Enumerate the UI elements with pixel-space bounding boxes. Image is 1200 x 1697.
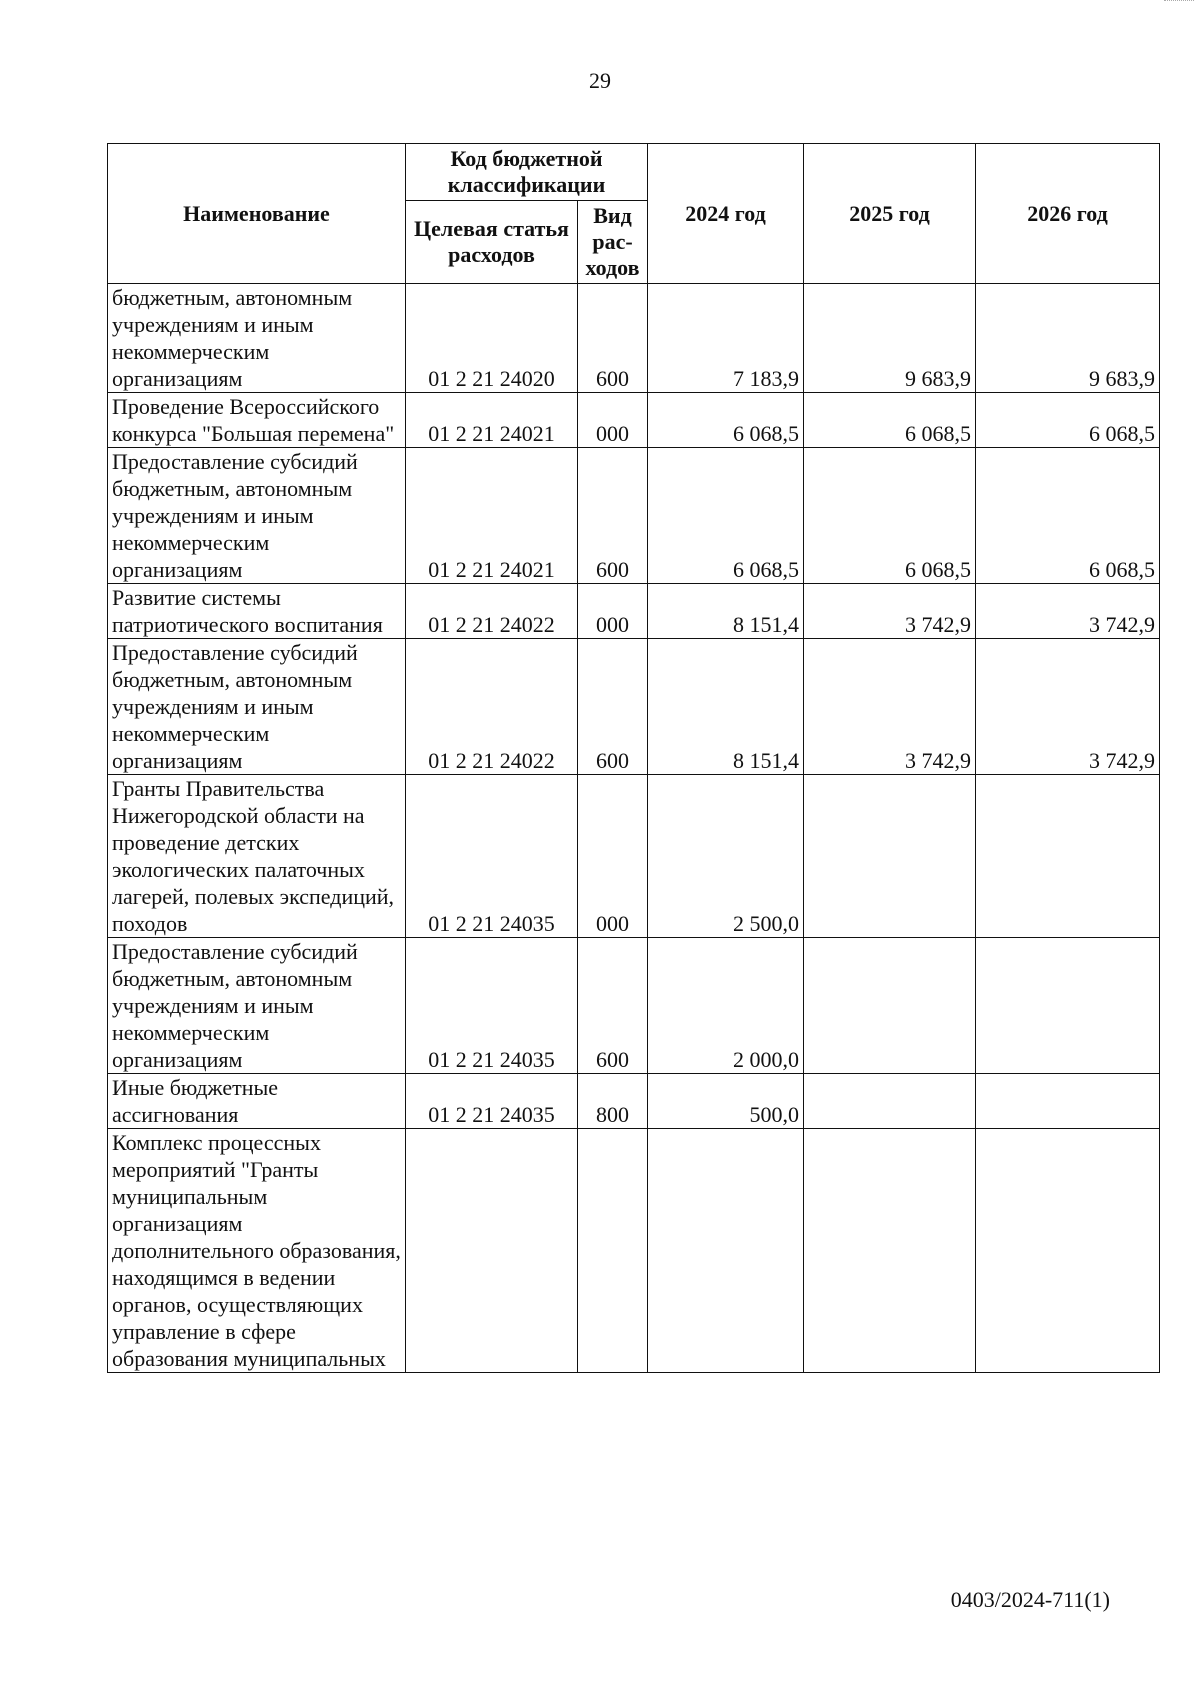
row-value-2026: 9 683,9: [976, 284, 1160, 393]
header-year-2024: 2024 год: [648, 144, 804, 284]
row-name: Развитие системы патриотического воспитания: [108, 584, 406, 639]
row-value-2026: 6 068,5: [976, 393, 1160, 448]
row-name: Комплекс процессных мероприятий "Гранты муниципальным организациям дополнительного образования, находящимся в ведении органов, осуществляющих управление в сфере образования муниципальных: [108, 1129, 406, 1373]
row-value-2025: [804, 1129, 976, 1373]
scan-mark: [1164, 0, 1194, 5]
row-target-article: [406, 1129, 578, 1373]
row-name: Иные бюджетные ассигнования: [108, 1074, 406, 1129]
page-number: 29: [589, 68, 611, 93]
table-row: [108, 584, 1160, 639]
header-name: Наименование: [108, 144, 406, 284]
document-id: 0403/2024-711(1): [950, 1587, 1110, 1612]
row-target-article: 01 2 21 24035: [406, 1074, 578, 1129]
row-target-article: 01 2 21 24021: [406, 393, 578, 448]
row-value-2025: [804, 1074, 976, 1129]
row-value-2026: 3 742,9: [976, 639, 1160, 775]
header-expense-type: Вид рас-ходов: [578, 201, 648, 284]
header-year-2026: 2026 год: [976, 144, 1160, 284]
table-row: [108, 284, 1160, 393]
row-target-article: 01 2 21 24035: [406, 938, 578, 1074]
header-code-group: Код бюджетной классификации: [406, 144, 648, 201]
header-year-2025: 2025 год: [804, 144, 976, 284]
row-value-2024: 2 000,0: [648, 938, 804, 1074]
row-value-2025: [804, 775, 976, 938]
row-value-2024: 8 151,4: [648, 639, 804, 775]
row-name: Предоставление субсидий бюджетным, автономным учреждениям и иным некоммерческим организациям: [108, 639, 406, 775]
row-value-2024: 500,0: [648, 1074, 804, 1129]
row-value-2025: 3 742,9: [804, 584, 976, 639]
table-row: [108, 775, 1160, 938]
row-target-article: 01 2 21 24022: [406, 584, 578, 639]
row-value-2025: 6 068,5: [804, 448, 976, 584]
row-value-2026: [976, 1074, 1160, 1129]
row-expense-type: 000: [578, 393, 648, 448]
row-name: Гранты Правительства Нижегородской области на проведение детских экологических палаточных лагерей, полевых экспедиций, походов: [108, 775, 406, 938]
row-expense-type: 600: [578, 284, 648, 393]
row-value-2026: [976, 1129, 1160, 1373]
table-row: [108, 1129, 1160, 1373]
row-name: Проведение Всероссийского конкурса "Большая перемена": [108, 393, 406, 448]
row-name: бюджетным, автономным учреждениям и иным некоммерческим организациям: [108, 284, 406, 393]
row-name: Предоставление субсидий бюджетным, автономным учреждениям и иным некоммерческим организациям: [108, 448, 406, 584]
table-row: [108, 639, 1160, 775]
row-expense-type: 000: [578, 775, 648, 938]
row-target-article: 01 2 21 24022: [406, 639, 578, 775]
row-value-2024: 6 068,5: [648, 448, 804, 584]
row-value-2025: [804, 938, 976, 1074]
row-value-2024: [648, 1129, 804, 1373]
table-row: [108, 448, 1160, 584]
row-expense-type: [578, 1129, 648, 1373]
header-target-article: Целевая статья расходов: [406, 201, 578, 284]
row-value-2025: 6 068,5: [804, 393, 976, 448]
row-target-article: 01 2 21 24035: [406, 775, 578, 938]
row-target-article: 01 2 21 24021: [406, 448, 578, 584]
table-row: [108, 1074, 1160, 1129]
row-expense-type: 600: [578, 639, 648, 775]
row-value-2026: 3 742,9: [976, 584, 1160, 639]
row-value-2024: 8 151,4: [648, 584, 804, 639]
row-value-2026: [976, 775, 1160, 938]
budget-table: [107, 143, 1160, 1373]
row-target-article: 01 2 21 24020: [406, 284, 578, 393]
row-expense-type: 000: [578, 584, 648, 639]
table-row: [108, 393, 1160, 448]
row-value-2025: 3 742,9: [804, 639, 976, 775]
row-value-2025: 9 683,9: [804, 284, 976, 393]
row-name: Предоставление субсидий бюджетным, автономным учреждениям и иным некоммерческим организациям: [108, 938, 406, 1074]
table-row: [108, 938, 1160, 1074]
row-expense-type: 600: [578, 448, 648, 584]
table-body: [108, 284, 1160, 1373]
row-expense-type: 800: [578, 1074, 648, 1129]
row-value-2026: 6 068,5: [976, 448, 1160, 584]
row-value-2024: 2 500,0: [648, 775, 804, 938]
row-value-2024: 6 068,5: [648, 393, 804, 448]
row-value-2024: 7 183,9: [648, 284, 804, 393]
row-value-2026: [976, 938, 1160, 1074]
row-expense-type: 600: [578, 938, 648, 1074]
table-header: [108, 144, 1160, 284]
